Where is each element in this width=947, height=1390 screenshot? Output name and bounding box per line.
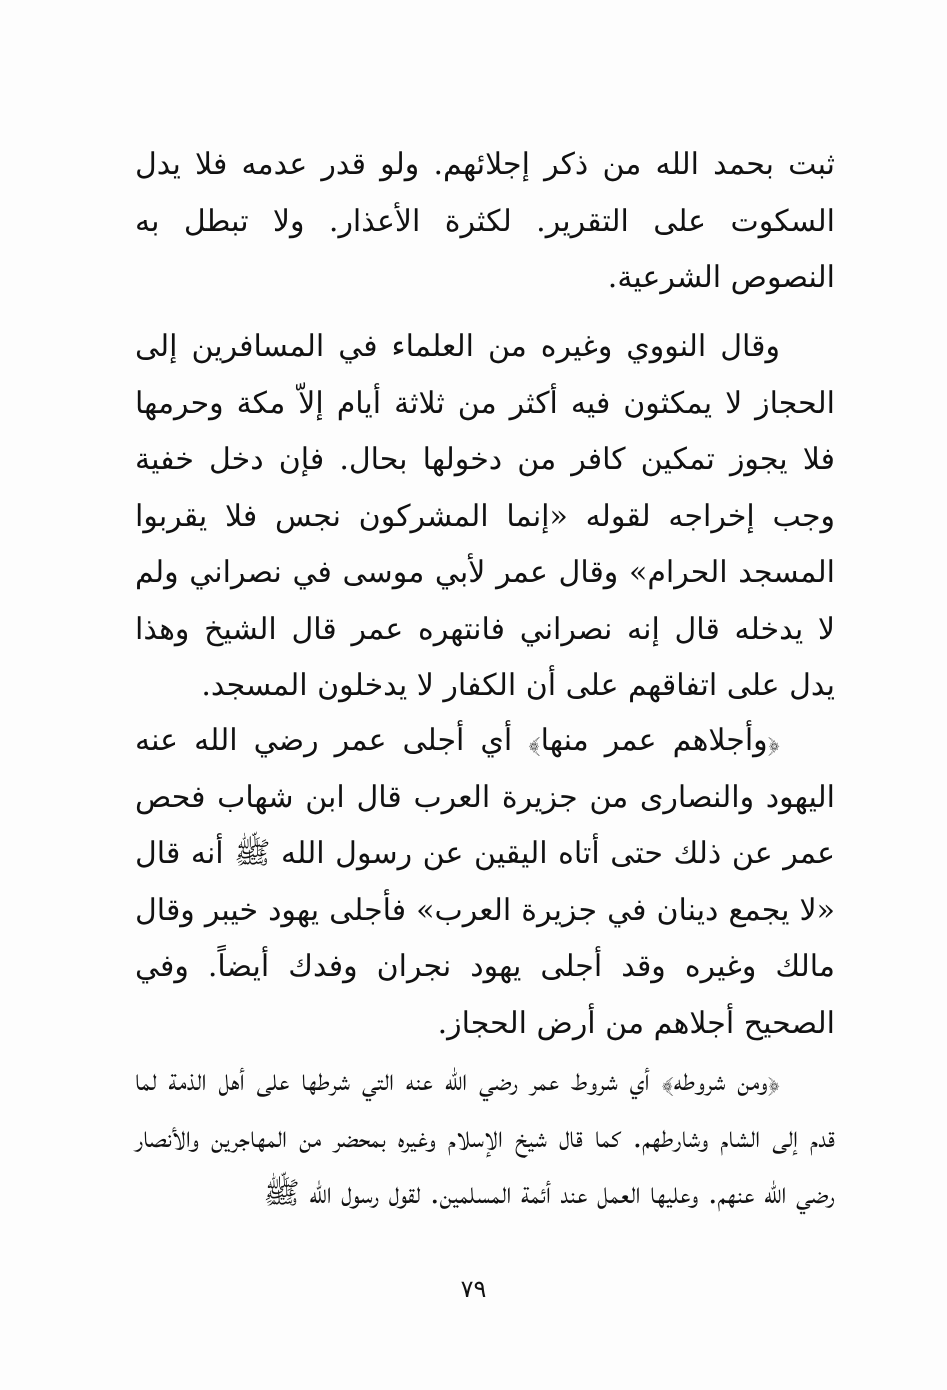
- paragraph-3-text: ﴿وأجلاهم عمر منها﴾ أي أجلى عمر رضي الله عنه اليهود والنصارى من جزيرة العرب قال ابن شهاب فحص عمر عن ذلك حتى أتاه اليقين عن رسول الله ﷺ أنه قال «لا يجمع دينان في جزيرة العرب» فأجلى يهود خيبر وقال مالك وغيره وقد أجلى يهود نجران وفدك أيضاً. وفي الصحيح أجلاهم من أرض الحجاز.: [135, 723, 835, 1041]
- paragraph-2-text: وقال النووي وغيره من العلماء في المسافرين إلى الحجاز لا يمكثون فيه أكثر من ثلاثة أيام إلاّ مكة وحرمها فلا يجوز تمكين كافر من دخولها بحال. فإن دخل خفية وجب إخراجه لقوله «إنما المشركون نجس فلا يقربوا المسجد الحرام» وقال عمر لأبي موسى في نصراني ولم لا يدخله قال إنه نصراني فانتهره عمر قال الشيخ وهذا يدل على اتفاقهم على أن الكفار لا يدخلون المسجد.: [135, 329, 835, 703]
- paragraph-4: [135, 1053, 835, 1223]
- paragraph-1-text: ثبت بحمد الله من ذكر إجلائهم. ولو قدر عدمه فلا يدل السكوت على التقرير. لكثرة الأعذار. ولا تبطل به النصوص الشرعية.: [135, 147, 835, 295]
- paragraph-3: [135, 713, 835, 1052]
- paragraph-1: [135, 137, 835, 307]
- paragraph-2: [135, 319, 835, 715]
- page-number: ٧٩: [460, 1275, 487, 1303]
- paragraph-4-text: ﴿ومن شروطه﴾ أي شروط عمر رضي الله عنه التي شرطها على أهل الذمة لما قدم إلى الشام وشارطهم. كما قال شيخ الإسلام وغيره بمحضر من المهاجرين والأنصار رضي الله عنهم. وعليها العمل عند أئمة المسلمين. لقول رسول الله ﷺ: [135, 1063, 835, 1211]
